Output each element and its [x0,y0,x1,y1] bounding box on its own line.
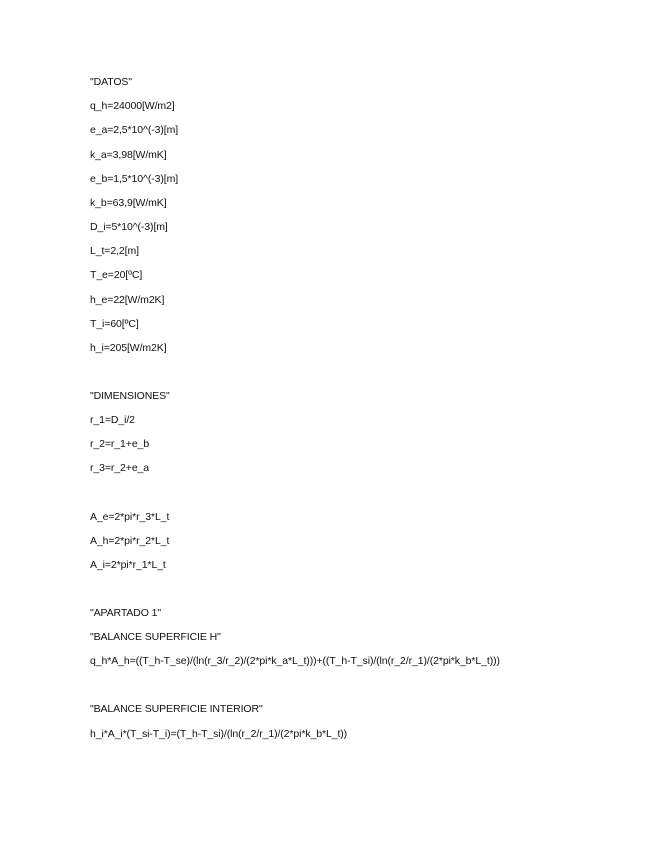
datos-line-l-t: L_t=2,2[m] [90,245,139,257]
dimension-line-r1: r_1=D_i/2 [90,414,135,426]
datos-line-k-b: k_b=63,9[W/mK] [90,197,167,209]
datos-line-k-a: k_a=3,98[W/mK] [90,149,167,161]
datos-line-h-e: h_e=22[W/m2K] [90,294,165,306]
area-line-a-i: A_i=2*pi*r_1*L_t [90,559,166,571]
apartado-1-heading: "APARTADO 1" [90,607,162,619]
balance-h-equation: q_h*A_h=((T_h-T_se)/(ln(r_3/r_2)/(2*pi*k_a*L_t)))+((T_h-T_si)/(ln(r_2/r_1)/(2*pi*k_b*L_t))) [90,655,500,667]
area-line-a-h: A_h=2*pi*r_2*L_t [90,535,170,547]
dimension-line-r3: r_3=r_2+e_a [90,462,150,474]
datos-line-d-i: D_i=5*10^(-3)[m] [90,221,168,233]
datos-line-h-i: h_i=205[W/m2K] [90,342,167,354]
balance-interior-equation: h_i*A_i*(T_si-T_i)=(T_h-T_si)/(ln(r_2/r_1)/(2*pi*k_b*L_t)) [90,728,348,740]
datos-line-e-a: e_a=2,5*10^(-3)[m] [90,124,179,136]
balance-h-heading: "BALANCE SUPERFICIE H" [90,631,221,643]
balance-interior-heading: "BALANCE SUPERFICIE INTERIOR" [90,703,263,715]
dimension-line-r2: r_2=r_1+e_b [90,438,150,450]
datos-line-e-b: e_b=1,5*10^(-3)[m] [90,173,179,185]
area-line-a-e: A_e=2*pi*r_3*L_t [90,511,170,523]
dimensiones-heading: "DIMENSIONES" [90,390,170,402]
datos-heading: "DATOS" [90,76,132,88]
datos-line-t-i: T_i=60[ºC] [90,318,139,330]
datos-line-q-h: q_h=24000[W/m2] [90,100,175,112]
datos-line-t-e: T_e=20[ºC] [90,269,143,281]
